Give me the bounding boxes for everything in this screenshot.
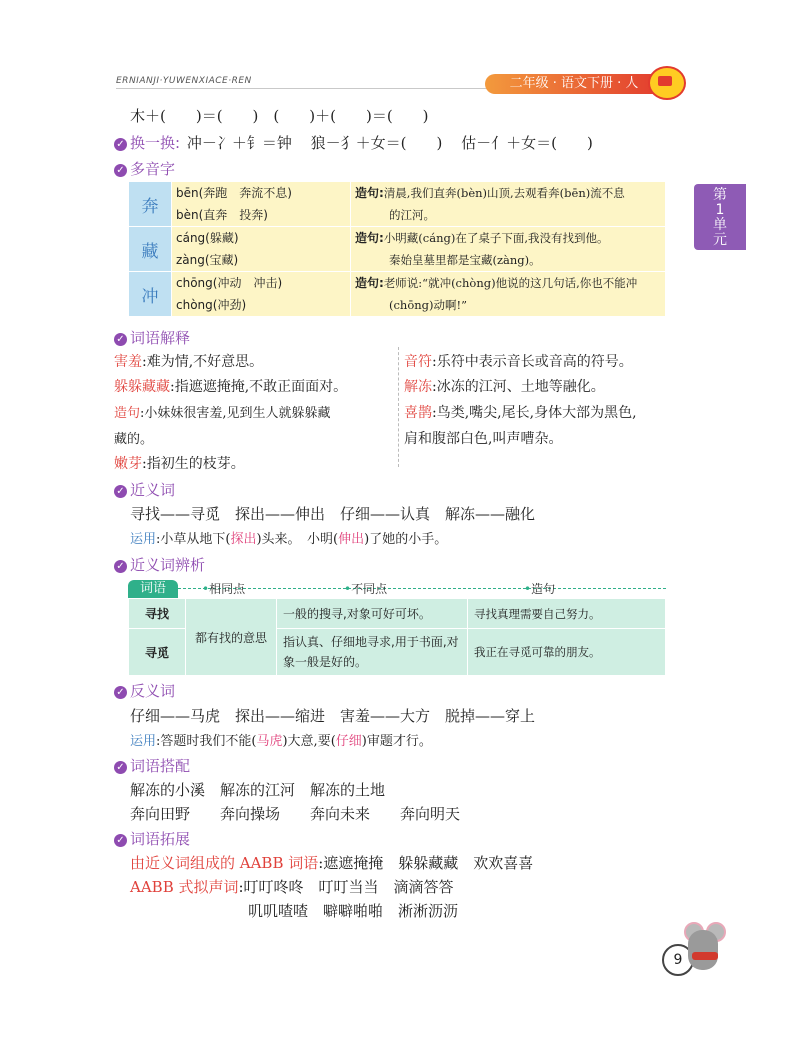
explain-term: 喜鹊 [404, 405, 432, 421]
explain-def: :冰冻的江河、土地等融化。 [432, 379, 605, 395]
polyphone-sentence [351, 227, 666, 272]
extension-items: :叮叮咚咚 叮叮当当 滴滴答答 [238, 878, 454, 896]
analysis-heading [114, 554, 205, 575]
check-icon: ✓ [114, 485, 127, 498]
usage-label: 运用 [130, 532, 157, 547]
explain-item [114, 376, 347, 396]
explain-def: :指遮遮掩掩,不敢正面面对。 [170, 379, 348, 395]
dot-icon: • [344, 582, 352, 596]
analysis-diff: 指认真、仔细地寻求,用于书面,对象一般是好的。 [277, 629, 468, 676]
explain-term: 害羞 [114, 354, 142, 370]
example-line-2: 藏的。 [114, 432, 154, 447]
explain-def: :指初生的枝芽。 [142, 456, 245, 472]
antonyms-usage [130, 730, 432, 749]
sentence-line-1: 老师说:“就冲(chòng)他说的这几句话,你也不能冲 [383, 276, 638, 290]
analysis-word: 寻找 [129, 599, 186, 629]
extension-line-2 [130, 876, 454, 897]
polyphone-heading [114, 158, 175, 179]
polyphone-readings [172, 182, 351, 227]
unit-tab-line3: 单 [713, 217, 727, 233]
analysis-sentence: 寻找真理需要自己努力。 [468, 599, 666, 629]
synonyms-heading [114, 479, 175, 500]
extension-line-1 [130, 852, 533, 873]
sentence-line-2: (chōng)动啊!” [389, 298, 468, 312]
header-pinyin-title: ERNIANJI·YUWENXIACE·REN [116, 76, 252, 86]
sentence-label: 造句: [355, 276, 384, 290]
explain-item [404, 351, 633, 371]
polyphone-title: 多音字 [130, 160, 176, 178]
header-book-title: 二年级 · 语文下册 · 人 [485, 74, 663, 94]
polyphone-readings [172, 227, 351, 272]
unit-tab-line4: 元 [713, 232, 727, 248]
sentence-line-1: 清晨,我们直奔(bèn)山顶,去观看奔(bēn)流不息 [383, 186, 625, 200]
mouse-mascot-icon [688, 930, 718, 970]
reading-2: chòng(冲劲) [176, 298, 247, 312]
usage-word: 伸出 [338, 532, 365, 547]
polyphone-sentence [351, 272, 666, 317]
collocation-line-1: 解冻的小溪 解冻的江河 解冻的土地 [130, 781, 386, 799]
reading-1: bēn(奔跑 奔流不息) [176, 186, 292, 200]
column-divider [398, 347, 399, 467]
collocation-heading [114, 755, 190, 776]
reading-1: chōng(冲动 冲击) [176, 276, 283, 290]
synonyms-usage [130, 528, 447, 547]
sentence-line-2: 的江河。 [389, 208, 435, 222]
sentence-label: 造句: [355, 186, 384, 200]
antonyms-heading [114, 680, 175, 701]
explain-item [404, 402, 637, 422]
extension-items: :遮遮掩掩 躲躲藏藏 欢欢喜喜 [318, 854, 534, 872]
swap-item-3: 估－亻＋女＝( ) [461, 134, 593, 152]
antonyms-line: 仔细——马虎 探出——缩进 害羞——大方 脱掉——穿上 [130, 707, 536, 725]
synonyms-title: 近义词 [130, 481, 176, 499]
col-diff-header [344, 580, 387, 597]
polyphone-char: 奔 [129, 182, 172, 227]
formula-line: 木＋( )＝( ) ( )＋( )＝( ) [130, 107, 429, 125]
sentence-line-2: 秦始皇墓里都是宝藏(zàng)。 [389, 253, 541, 267]
explain-item [404, 376, 605, 396]
col-same-header [202, 580, 245, 597]
analysis-tab: 词语 [128, 580, 178, 598]
check-icon: ✓ [114, 333, 127, 346]
unit-tab[interactable] [694, 184, 746, 250]
collocation-line-2: 奔向田野 奔向操场 奔向未来 奔向明天 [130, 805, 461, 823]
table-row [129, 182, 666, 227]
example-line-1: :小妹妹很害羞,见到生人就躲躲藏 [140, 406, 331, 421]
reading-2: bèn(直奔 投奔) [176, 208, 268, 222]
mascot-scarf-icon [692, 952, 718, 960]
extension-title: 词语拓展 [130, 830, 191, 848]
polyphone-char: 冲 [129, 272, 172, 317]
analysis-same: 都有找的意思 [186, 599, 277, 676]
explain-term: 嫩芽 [114, 456, 142, 472]
usage-text-a: :小草从地下( [156, 532, 231, 547]
usage-word: 马虎 [256, 734, 283, 749]
explain-def: :难为情,不好意思。 [142, 354, 264, 370]
extension-heading [114, 828, 190, 849]
explain-heading [114, 327, 190, 348]
table-row [129, 599, 666, 629]
swap-title: 换一换: [130, 134, 181, 152]
logo-emblem-icon [658, 76, 672, 86]
table-row [129, 227, 666, 272]
polyphone-char: 藏 [129, 227, 172, 272]
swap-section [114, 132, 593, 153]
unit-tab-line2: 1 [715, 202, 725, 218]
explain-term: 音符 [404, 354, 432, 370]
table-row [129, 272, 666, 317]
explain-term: 解冻 [404, 379, 432, 395]
check-icon: ✓ [114, 834, 127, 847]
explain-cont: 肩和腹部白色,叫声嘈杂。 [404, 431, 563, 447]
extension-label: AABB 式拟声词 [130, 878, 239, 896]
extension-label: 由近义词组成的 AABB 词语 [130, 854, 319, 872]
polyphone-readings [172, 272, 351, 317]
usage-word: 探出 [230, 532, 257, 547]
check-icon: ✓ [114, 686, 127, 699]
swap-item-2: 狼－犭＋女＝( ) [310, 134, 443, 152]
check-icon: ✓ [114, 761, 127, 774]
check-icon: ✓ [114, 560, 127, 573]
analysis-sentence: 我正在寻觅可靠的朋友。 [468, 629, 666, 676]
usage-text-c: )了她的小手。 [364, 532, 448, 547]
reading-1: cáng(躲藏) [176, 231, 239, 245]
antonyms-title: 反义词 [130, 682, 176, 700]
explain-item [114, 453, 245, 473]
col-sent-header [524, 580, 555, 597]
example-label: 造句 [114, 406, 141, 421]
analysis-diff: 一般的搜寻,对象可好可坏。 [277, 599, 468, 629]
reading-2: zàng(宝藏) [176, 253, 239, 267]
analysis-header-line [178, 588, 666, 589]
page-number: 9 [662, 944, 694, 976]
col-diff-label: 不同点 [351, 582, 388, 596]
sentence-label: 造句: [355, 231, 384, 245]
col-sent-label: 造句 [531, 582, 556, 596]
usage-text-c: )审题才行。 [361, 734, 432, 749]
analysis-table [128, 598, 666, 676]
explain-item [114, 351, 263, 371]
swap-item-1: 冲－冫＋钅＝钟 [186, 134, 292, 152]
usage-text-b: )头来。 小明( [256, 532, 339, 547]
synonyms-line: 寻找——寻觅 探出——伸出 仔细——认真 解冻——融化 [130, 505, 536, 523]
polyphone-sentence [351, 182, 666, 227]
explain-def: :乐符中表示音长或音高的符号。 [432, 354, 633, 370]
usage-word: 仔细 [335, 734, 362, 749]
unit-tab-line1: 第 [713, 187, 727, 203]
explain-term: 躲躲藏藏 [114, 379, 170, 395]
usage-text-a: :答题时我们不能( [156, 734, 257, 749]
analysis-title: 近义词辨析 [130, 556, 206, 574]
polyphone-table [128, 181, 666, 317]
analysis-word: 寻觅 [129, 629, 186, 676]
explain-def: :鸟类,嘴尖,尾长,身体大部为黑色, [432, 405, 637, 421]
col-same-label: 相同点 [209, 582, 246, 596]
check-icon: ✓ [114, 164, 127, 177]
usage-label: 运用 [130, 734, 157, 749]
dot-icon: • [202, 582, 210, 596]
usage-text-b: )大意,要( [282, 734, 336, 749]
explain-example [114, 402, 331, 421]
check-icon: ✓ [114, 138, 127, 151]
sentence-line-1: 小明藏(cáng)在了桌子下面,我没有找到他。 [383, 231, 609, 245]
extension-line-3: 叽叽喳喳 噼噼啪啪 淅淅沥沥 [248, 902, 459, 920]
collocation-title: 词语搭配 [130, 757, 191, 775]
explain-title: 词语解释 [130, 329, 191, 347]
dot-icon: • [524, 582, 532, 596]
